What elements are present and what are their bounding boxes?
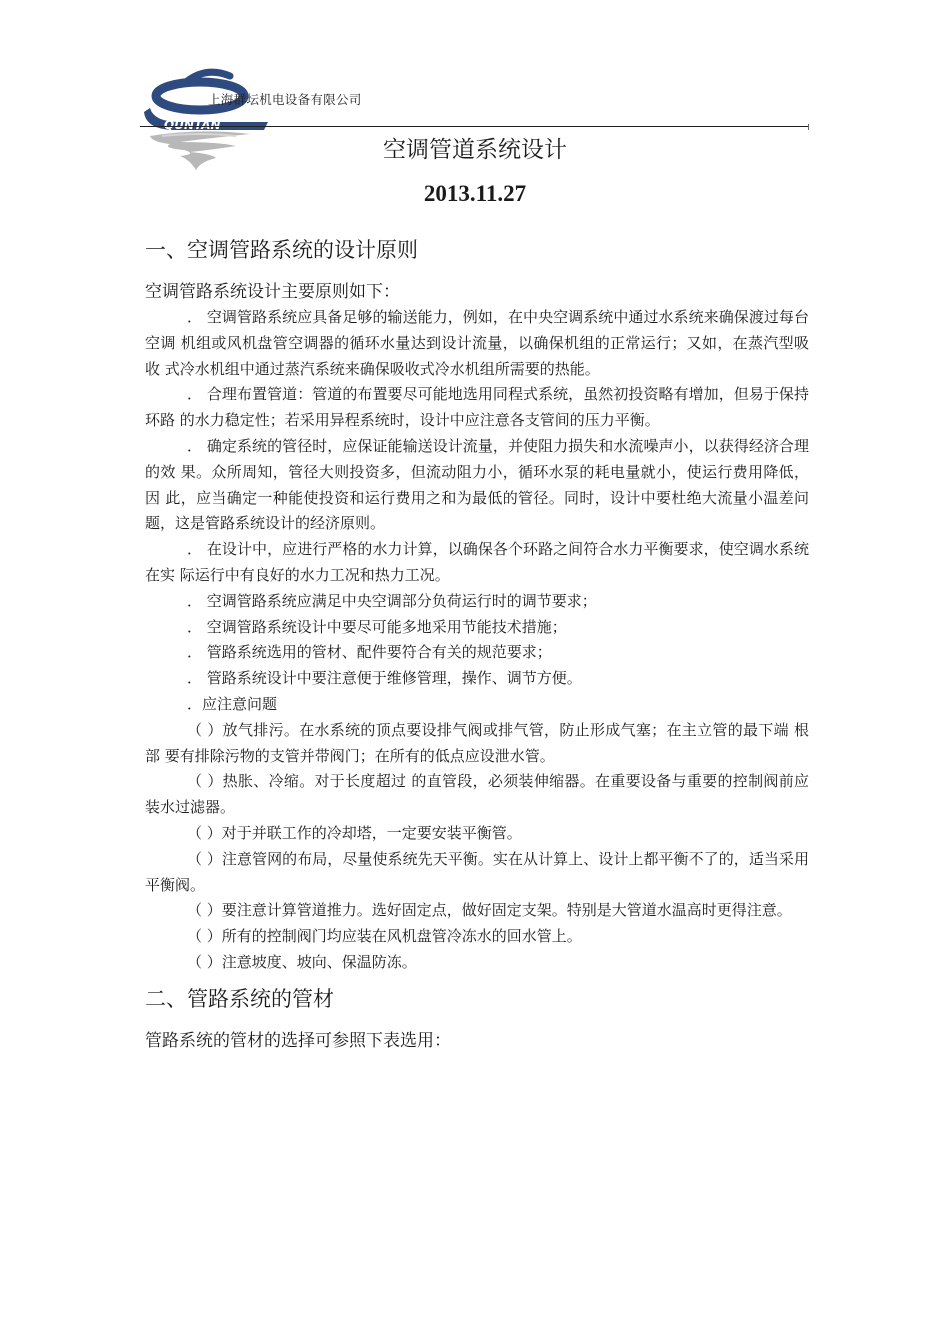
list-item: （ ）注意坡度、坡向、保温防冻。 <box>187 952 417 971</box>
header-rule <box>140 126 808 127</box>
list-item: ． 管路系统选用的管材、配件要符合有关的规范要求； <box>187 643 552 662</box>
list-item: （ ）注意管网的布局，尽量使系统先天平衡。实在从计算上、设计上都平衡不了的，适当采用平衡阀。 <box>145 849 809 894</box>
paragraph: ． 确定系统的管径时，应保证能输送设计流量，并使阻力损失和水流噪声小，以获得经济合理的效 果。众所周知，管径大则投资多，但流动阻力小，循环水泵的耗电量就小，使运行费用降低，因 此，应当确定一种能使投资和运行费用之和为最低的管径。同时，设计中要杜绝大流量小温差问 题，这是管路系统设计的经济原则。 <box>145 436 809 533</box>
list-item: ．应注意问题 <box>187 694 278 713</box>
section2-lead: 管路系统的管材的选择可参照下表选用： <box>145 1031 451 1051</box>
section1-lead: 空调管路系统设计主要原则如下： <box>145 282 400 302</box>
list-item: ． 空调管路系统应满足中央空调部分负荷运行时的调节要求； <box>187 591 597 610</box>
document-date: 2013.11.27 <box>423 181 527 206</box>
section2-heading: 二、管路系统的管材 <box>145 987 334 1011</box>
list-item: （ ）所有的控制阀门均应装在风机盘管冷冻水的回水管上。 <box>187 927 582 946</box>
list-item: （ ）热胀、冷缩。对于长度超过 的直管段，必须装伸缩器。在重要设备与重要的控制阀前应装水过滤器。 <box>145 772 809 817</box>
list-item: （ ）对于并联工作的冷却塔，一定要安装平衡管。 <box>187 823 522 842</box>
section1-body <box>145 305 809 976</box>
list-item: （ ）要注意计算管道推力。选好固定点，做好固定支架。特别是大管道水温高时更得注意。 <box>187 901 792 920</box>
section1-heading: 一、空调管路系统的设计原则 <box>145 238 418 262</box>
svg-text:QUNTAN: QUNTAN <box>164 118 221 132</box>
company-name: 上海群坛机电设备有限公司 <box>208 92 362 107</box>
header-rule-end <box>808 124 811 130</box>
paragraph: ． 合理布置管道：管道的布置要尽可能地选用同程式系统，虽然初投资略有增加，但易于保持环路 的水力稳定性；若采用异程系统时，设计中应注意各支管间的压力平衡。 <box>145 385 809 430</box>
list-item: （ ）放气排污。在水系统的顶点要设排气阀或排气管，防止形成气塞；在主立管的最下端 根部 要有排除污物的支管并带阀门；在所有的低点应设泄水管。 <box>145 720 809 765</box>
paragraph: ． 空调管路系统应具备足够的输送能力，例如，在中央空调系统中通过水系统来确保渡过每台空调 机组或风机盘管空调器的循环水量达到设计流量，以确保机组的正常运行；又如，在蒸汽型吸收 式冷水机组中通过蒸汽系统来确保吸收式冷水机组所需要的热能。 <box>145 308 809 378</box>
list-item: ． 管路系统设计中要注意便于维修管理，操作、调节方便。 <box>187 669 582 688</box>
document-title: 空调管道系统设计 <box>383 137 567 163</box>
paragraph: ． 在设计中，应进行严格的水力计算，以确保各个环路之间符合水力平衡要求，使空调水系统在实 际运行中有良好的水力工况和热力工况。 <box>145 540 809 584</box>
list-item: ． 空调管路系统设计中要尽可能多地采用节能技术措施； <box>187 617 567 636</box>
